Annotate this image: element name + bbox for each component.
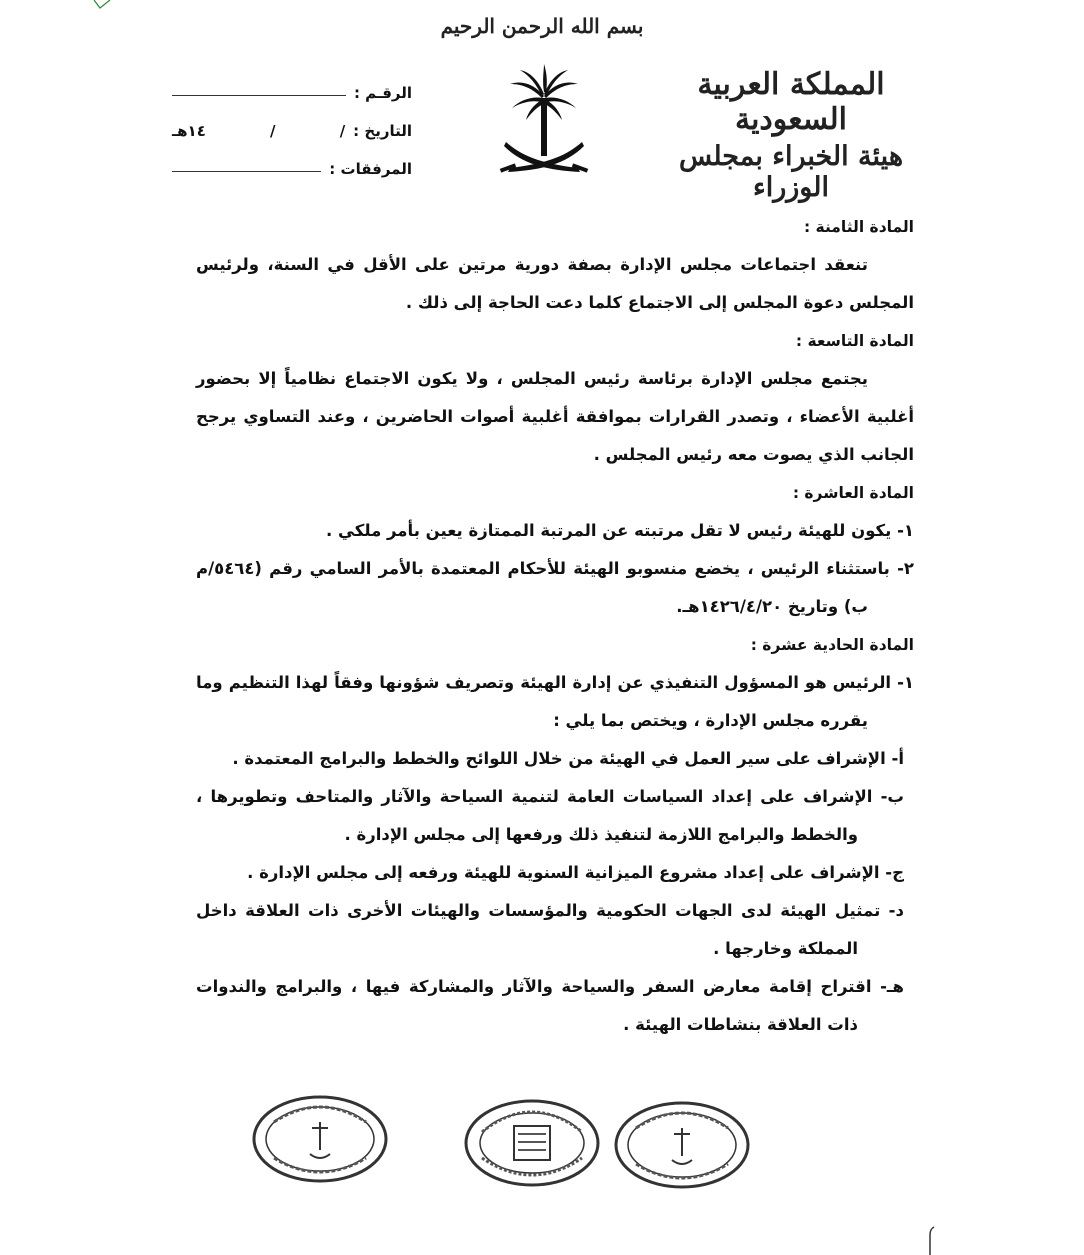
article-9-heading: المادة التاسعة : xyxy=(795,332,914,350)
date-year: ١٤هـ xyxy=(172,122,206,140)
article-11-subitem-a: أ- الإشراف على سير العمل في الهيئة من خلال اللوائح والخطط والبرامج المعتمدة . xyxy=(232,749,904,768)
letterhead-right xyxy=(656,68,926,203)
reference-line xyxy=(172,94,346,96)
article-10-item-2: ٢- باستثناء الرئيس ، يخضع منسوبو الهيئة للأحكام المعتمدة بالأمر السامي رقم (٥٤٦٤/م ب) وتاريخ ١٤٢٦/٤/٢٠هـ. xyxy=(196,559,914,616)
stamp-seal-icon xyxy=(462,1096,602,1191)
attachments-label: المرفقات : xyxy=(329,160,412,178)
stamp-seal-icon xyxy=(250,1092,390,1187)
article-9-text: يجتمع مجلس الإدارة برئاسة رئيس المجلس ، ولا يكون الاجتماع نظامياً إلا بحضور أغلبية الأعضاء ، وتصدر القرارات بموافقة أغلبية أصوات الحاضرين ، وعند التساوي يرجح الجانب الذي يصوت معه رئيس المجلس . xyxy=(196,369,914,464)
reference-label: الرقـم : xyxy=(353,84,412,102)
stamps-area xyxy=(250,1092,810,1202)
attachments-line xyxy=(172,170,321,172)
date-slash-2: / xyxy=(270,122,276,140)
article-11-subitem-d: د- تمثيل الهيئة لدى الجهات الحكومية والمؤسسات والهيئات الأخرى ذات العلاقة داخل المملكة وخارجها . xyxy=(196,901,904,958)
corner-mark xyxy=(92,0,112,10)
palm-swords-emblem-icon xyxy=(494,60,594,185)
article-11-intro: ١- الرئيس هو المسؤول التنفيذي عن إدارة الهيئة وتصريف شؤونها وفقاً لهذا التنظيم وما يقرره مجلس الإدارة ، ويختص بما يلي : xyxy=(196,673,914,730)
date-slash-1: / xyxy=(339,122,346,140)
document-body xyxy=(196,208,914,1044)
authority-name: هيئة الخبراء بمجلس الوزراء xyxy=(678,141,904,204)
article-11-subitem-b: ب- الإشراف على إعداد السياسات العامة لتنمية السياحة والآثار والمتاحف وتطويرها ، والخطط والبرامج اللازمة لتنفيذ ذلك ورفعها إلى مجلس الإدارة . xyxy=(196,787,904,844)
article-8-heading: المادة الثامنة : xyxy=(803,218,914,236)
article-11-heading: المادة الحادية عشرة : xyxy=(750,636,914,654)
basmala: بسم الله الرحمن الرحيم xyxy=(440,14,644,38)
article-8-text: تنعقد اجتماعات مجلس الإدارة بصفة دورية مرتين على الأقل في السنة، ولرئيس المجلس دعوة المجلس إلى الاجتماع كلما دعت الحاجة إلى ذلك . xyxy=(196,255,914,312)
article-11-subitem-c: ج- الإشراف على إعداد مشروع الميزانية السنوية للهيئة ورفعه إلى مجلس الإدارة . xyxy=(247,863,904,882)
date-value xyxy=(172,122,353,140)
kingdom-name: المملكة العربية السعودية xyxy=(697,67,885,137)
margin-mark xyxy=(924,1225,936,1255)
date-label: التاريخ : xyxy=(353,122,412,140)
reference-row xyxy=(172,64,412,102)
letter-fields xyxy=(172,64,412,178)
article-10-item-1: ١- يكون للهيئة رئيس لا تقل مرتبته عن المرتبة الممتازة يعين بأمر ملكي . xyxy=(326,521,914,540)
article-10-heading: المادة العاشرة : xyxy=(792,484,914,502)
article-11-subitem-e: هـ- اقتراح إقامة معارض السفر والسياحة والآثار والمشاركة فيها ، والبرامج والندوات ذات العلاقة بنشاطات الهيئة . xyxy=(196,977,904,1034)
stamp-seal-icon xyxy=(612,1098,752,1193)
attachments-row xyxy=(172,140,412,178)
date-row xyxy=(172,102,412,140)
